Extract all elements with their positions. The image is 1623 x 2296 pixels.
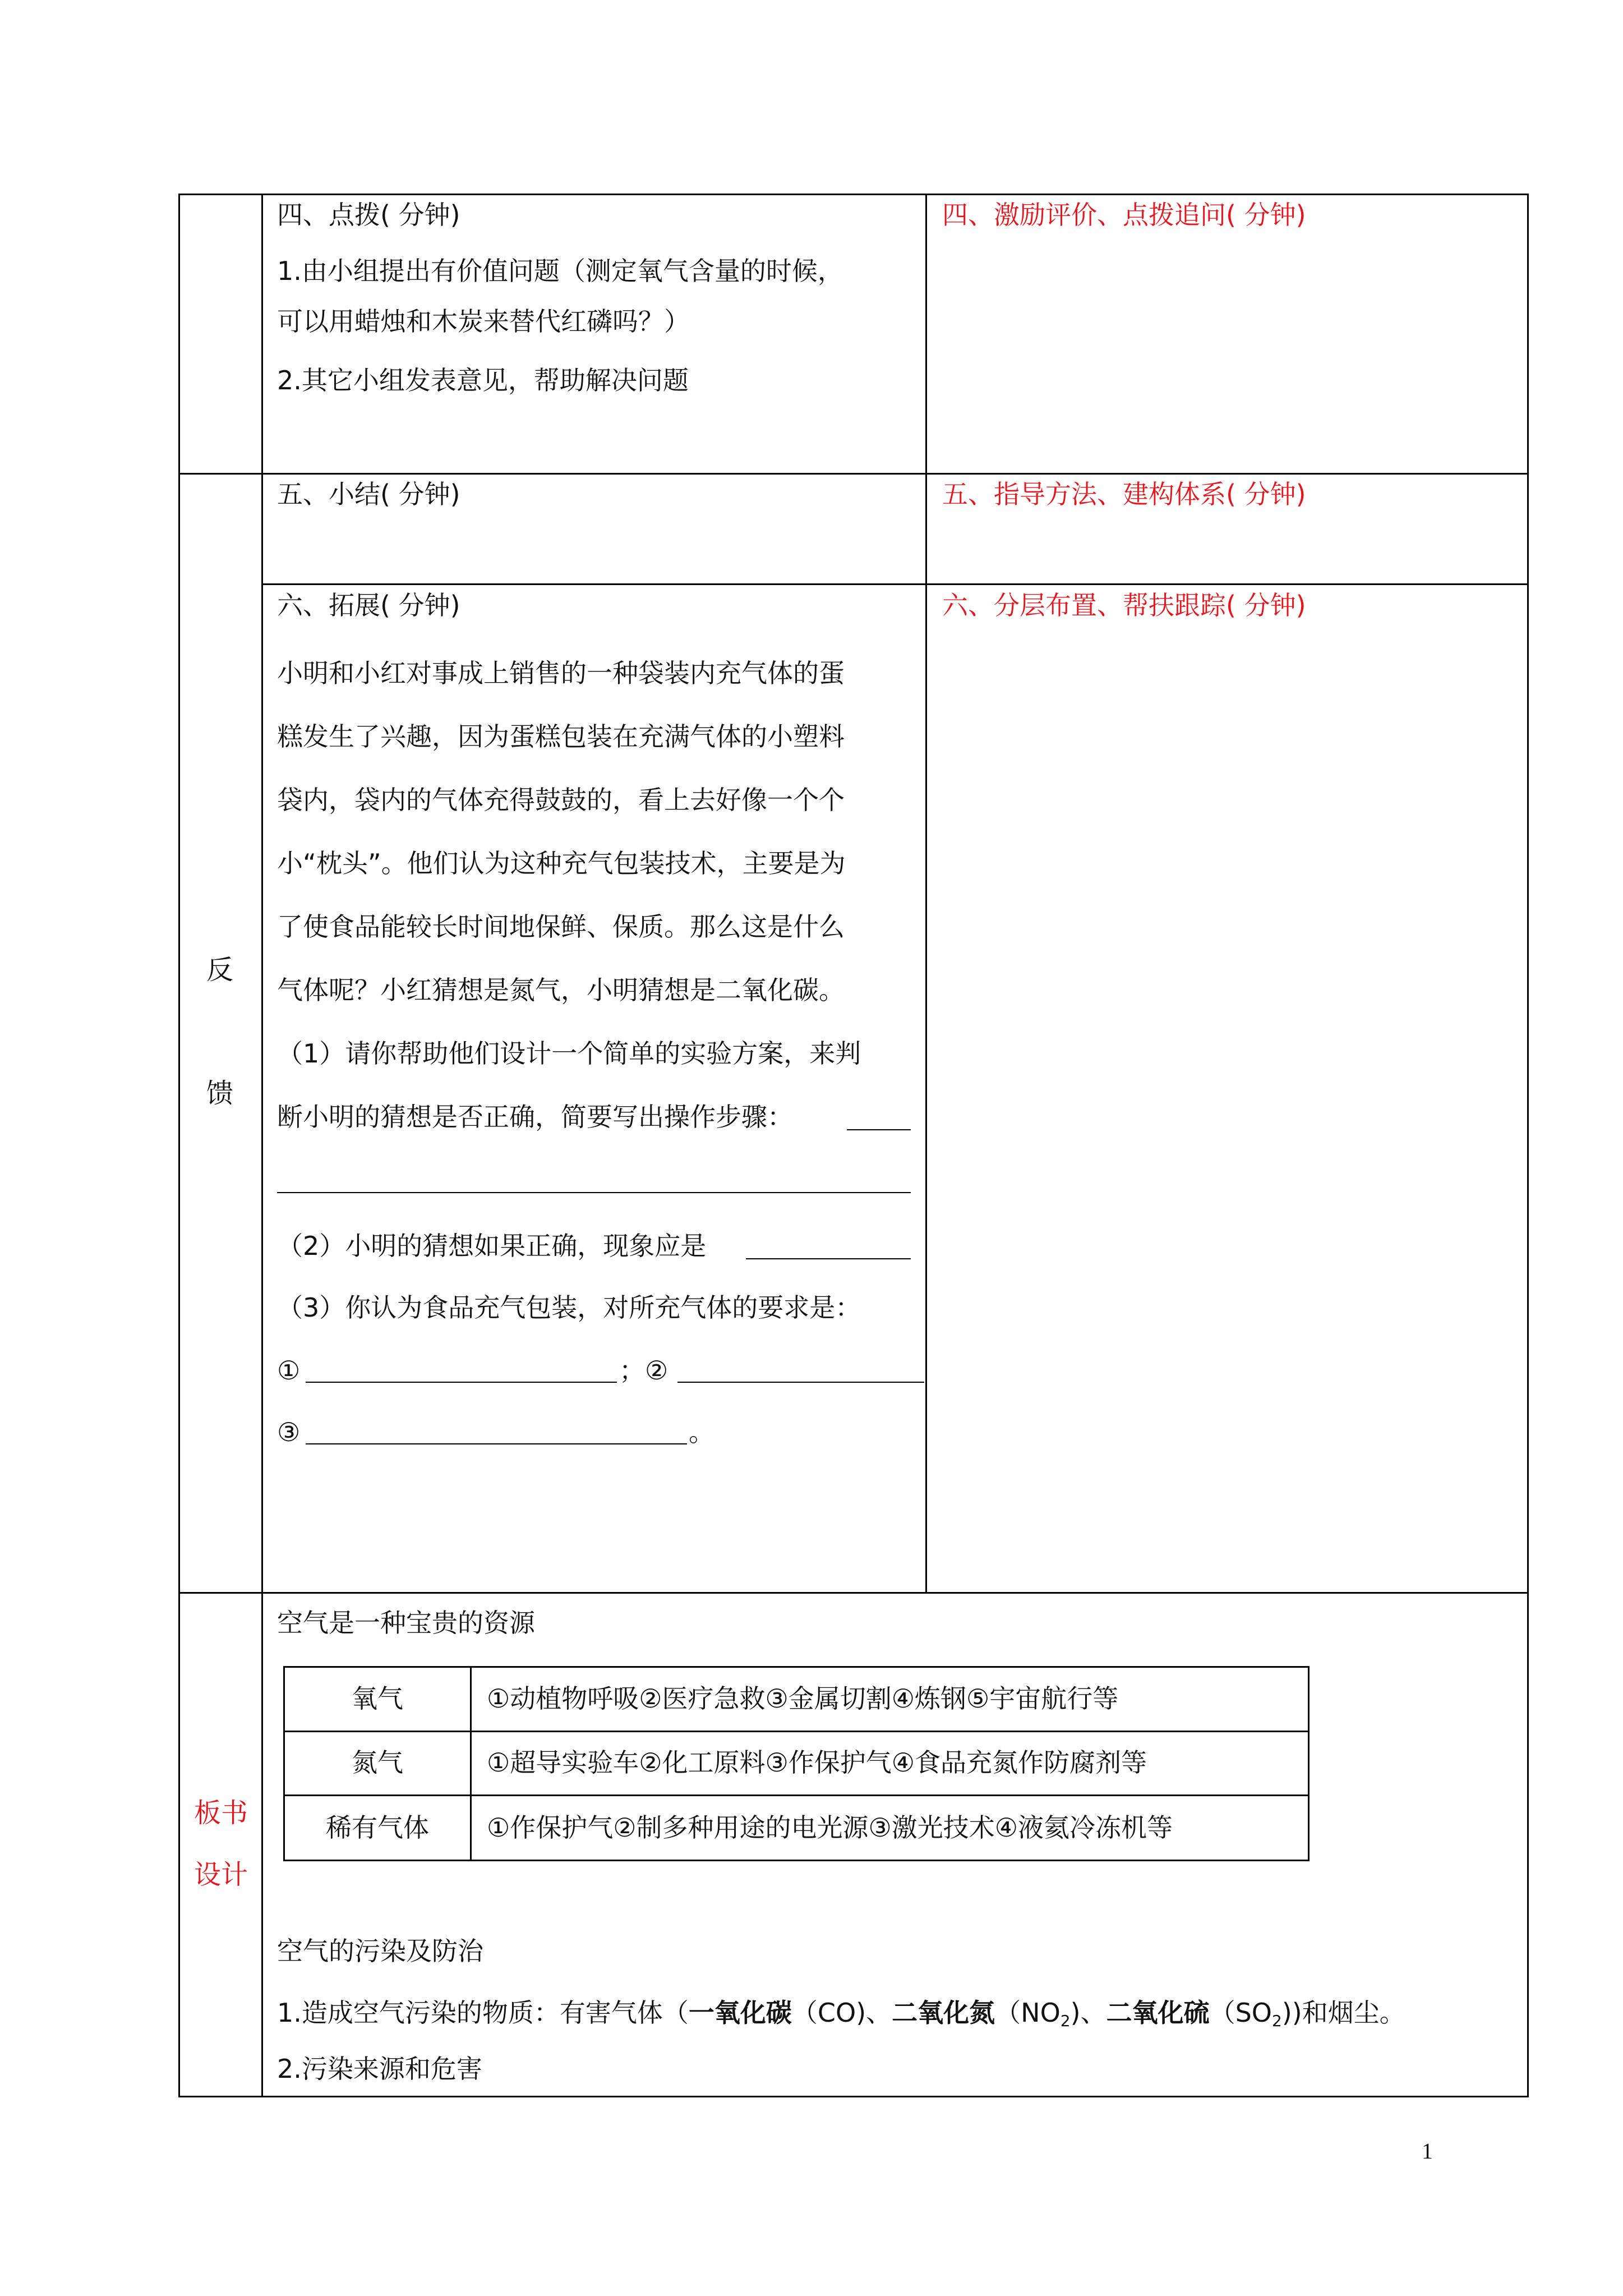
- middle-column-divider: [925, 194, 927, 1594]
- section4-question1-line2: 可以用蜡烛和木炭来替代红磷吗？）: [277, 306, 690, 337]
- circle-one-marker: ①: [277, 1355, 301, 1386]
- feedback-label-char: 馈: [206, 1078, 234, 1109]
- separator-circle-two: ；②: [619, 1355, 668, 1386]
- table-left-border: [178, 194, 180, 2097]
- page-number: 1: [1422, 2138, 1433, 2164]
- pollutant-co: 一氧化碳: [688, 1998, 792, 2028]
- table-right-border: [1527, 194, 1529, 2097]
- gas-table-row-divider: [285, 1731, 1308, 1732]
- gas-name-noble: 稀有气体: [326, 1812, 429, 1843]
- section4-question2: 2.其它小组发表意见，帮助解决问题: [277, 365, 689, 395]
- table-top-border: [178, 194, 1529, 195]
- pollutant-sep: )、: [1070, 1998, 1106, 2028]
- pollutant-co-formula: （CO)、: [791, 1998, 892, 2028]
- board-label-line: 设计: [194, 1859, 248, 1890]
- section6-question3: （3）你认为食品充气包装，对所充气体的要求是：: [277, 1292, 861, 1323]
- section4-teacher-title: 四、激励评价、点拨追问( 分钟): [942, 200, 1306, 230]
- circle-three-marker: ③: [277, 1417, 301, 1447]
- table-bottom-border: [178, 2096, 1529, 2097]
- answer-blank-requirement-2[interactable]: [677, 1382, 924, 1383]
- feedback-label-char: 反: [206, 954, 234, 986]
- label-column-divider: [261, 194, 263, 2097]
- answer-blank-requirement-1[interactable]: [306, 1382, 617, 1383]
- board-heading-pollution: 空气的污染及防治: [277, 1936, 483, 1966]
- section6-paragraph-line: 袋内，袋内的气体充得鼓鼓的，看上去好像一个个: [277, 785, 845, 815]
- answer-blank-step[interactable]: [847, 1129, 911, 1130]
- row-divider-1: [178, 473, 1529, 475]
- gas-uses-table: [283, 1666, 1310, 1861]
- section6-paragraph-line: 了使食品能较长时间地保鲜、保质。那么这是什么: [277, 912, 845, 942]
- sentence-end: 。: [689, 1417, 714, 1447]
- section6-paragraph-line: 小明和小红对事成上销售的一种袋装内充气体的蛋: [277, 658, 845, 688]
- pollutant-so2-formula: （SO: [1209, 1998, 1272, 2028]
- pollutants-line: [277, 2000, 1405, 2029]
- answer-blank-phenomenon[interactable]: [746, 1258, 911, 1259]
- pollutant-no2: 二氧化氮: [892, 1998, 995, 2028]
- section4-question1-line1: 1.由小组提出有价值问题（测定氧气含量的时候，: [277, 256, 843, 286]
- subscript-2: 2: [1060, 2012, 1071, 2030]
- board-heading-resource: 空气是一种宝贵的资源: [277, 1608, 535, 1638]
- gas-uses-noble: ①作保护气②制多种用途的电光源③激光技术④液氦冷冻机等: [487, 1812, 1173, 1843]
- answer-blank-step-continued[interactable]: [277, 1192, 911, 1193]
- section4-title: 四、点拨( 分钟): [277, 200, 460, 230]
- gas-uses-oxygen: ①动植物呼吸②医疗急救③金属切割④炼钢⑤宇宙航行等: [487, 1683, 1119, 1714]
- gas-table-row-divider: [285, 1795, 1308, 1796]
- pollutants-end: ))和烟尘。: [1281, 1998, 1405, 2028]
- subscript-2: 2: [1271, 2012, 1282, 2030]
- gas-table-column-divider: [470, 1668, 472, 1860]
- pollution-sources-line: 2.污染来源和危害: [277, 2054, 482, 2084]
- section6-paragraph-line: 糕发生了兴趣，因为蛋糕包装在充满气体的小塑料: [277, 721, 845, 752]
- section5-title: 五、小结( 分钟): [277, 479, 460, 509]
- section6-title: 六、拓展( 分钟): [277, 590, 460, 620]
- board-label-line: 板书: [194, 1797, 248, 1829]
- section6-paragraph-line: 断小明的猜想是否正确，简要写出操作步骤：: [277, 1102, 793, 1132]
- pollutants-intro: 1.造成空气污染的物质：有害气体（: [277, 1998, 689, 2028]
- row-divider-2: [261, 583, 1529, 585]
- pollutant-so2: 二氧化硫: [1106, 1998, 1210, 2028]
- section6-paragraph-line: （1）请你帮助他们设计一个简单的实验方案，来判: [277, 1038, 861, 1069]
- gas-name-oxygen: 氧气: [352, 1683, 403, 1714]
- section6-paragraph-line: 气体呢？小红猜想是氮气，小明猜想是二氧化碳。: [277, 975, 845, 1005]
- gas-name-nitrogen: 氮气: [352, 1747, 403, 1778]
- row-divider-3: [178, 1592, 1529, 1594]
- pollutant-no2-formula: （NO: [995, 1998, 1061, 2028]
- section6-teacher-title: 六、分层布置、帮扶跟踪( 分钟): [942, 590, 1306, 620]
- section5-teacher-title: 五、指导方法、建构体系( 分钟): [942, 479, 1306, 509]
- section6-paragraph-line: 小“枕头”。他们认为这种充气包装技术，主要是为: [277, 848, 846, 878]
- answer-blank-requirement-3[interactable]: [306, 1443, 687, 1444]
- section6-question2: （2）小明的猜想如果正确，现象应是: [277, 1231, 707, 1261]
- gas-uses-nitrogen: ①超导实验车②化工原料③作保护气④食品充氮作防腐剂等: [487, 1747, 1147, 1778]
